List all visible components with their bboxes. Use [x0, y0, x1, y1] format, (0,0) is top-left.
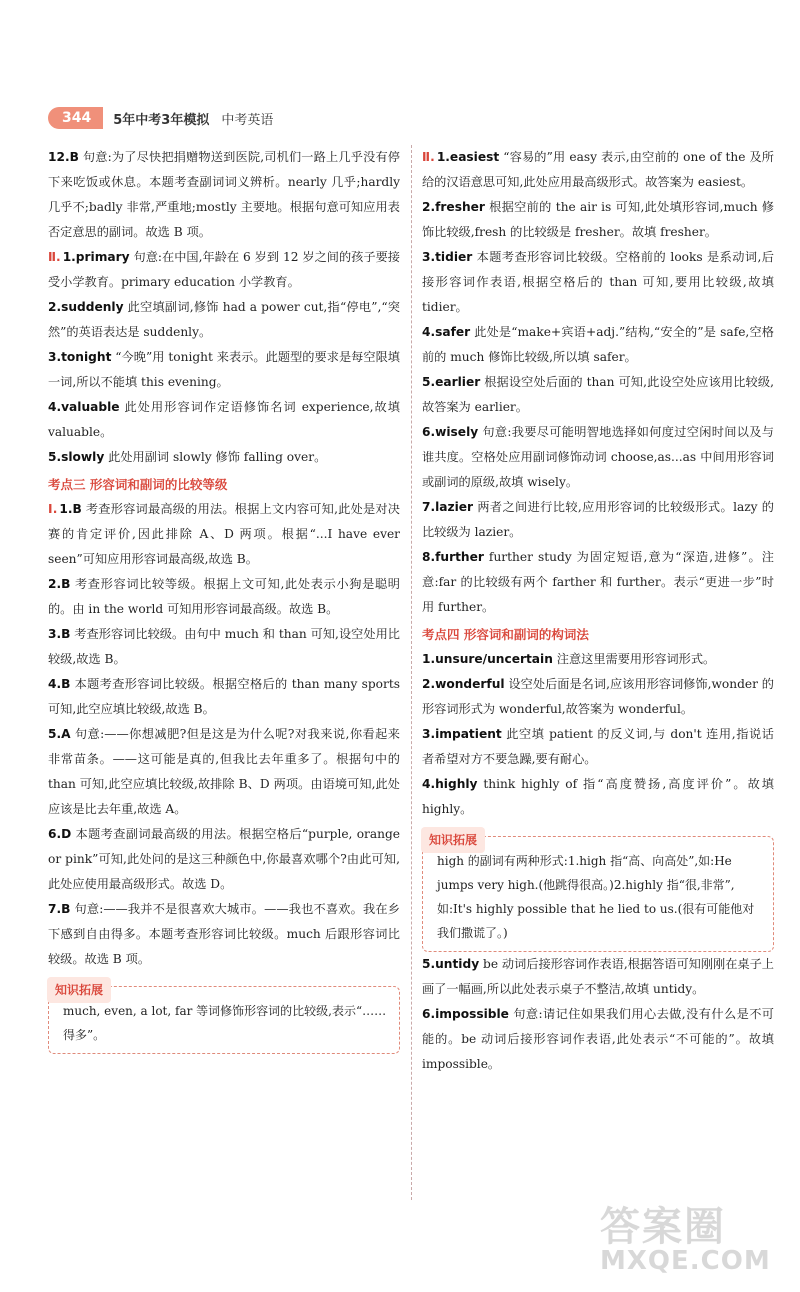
answer-text: further study 为固定短语,意为“深造,进修”。注意:far 的比较级有两个 farther 和 further。表示“更进一步”时用 further。 — [422, 550, 774, 614]
page-number: 344 — [48, 107, 103, 129]
answer-item — [422, 672, 774, 722]
section-heading: 考点四 形容词和副词的构词法 — [422, 627, 589, 642]
answer-key: 7.B — [48, 902, 71, 916]
answer-item — [48, 445, 400, 470]
answer-text: 注意这里需要用形容词形式。 — [552, 652, 716, 666]
answer-item — [48, 145, 400, 245]
answer-text: 本题考查副词最高级的用法。根据空格后“purple, orange or pink”可知,此处问的是这三种颜色中,你最喜欢哪个?由此可知,此处应使用最高级形式。故选 D。 — [48, 827, 400, 891]
answer-item — [48, 722, 400, 822]
answer-item — [422, 545, 774, 620]
watermark-logo — [600, 1195, 780, 1275]
answer-key: 5.slowly — [48, 450, 105, 464]
answer-key: 2.B — [48, 577, 71, 591]
answer-text: 此处用副词 slowly 修饰 falling over。 — [104, 450, 327, 464]
answer-key: 7.lazier — [422, 500, 474, 514]
part-marker: Ⅱ. — [422, 150, 435, 164]
right-column — [422, 145, 774, 1077]
answer-item — [48, 245, 400, 295]
knowledge-box — [422, 833, 774, 952]
answer-text: 句意:为了尽快把捐赠物送到医院,司机们一路上几乎没有停下来吃饭或休息。本题考查副词词义辨析。nearly 几乎;hardly 几乎不;badly 非常,严重地;mostly 主要地。根据句意可知应用表否定意思的副词。故选 B 项。 — [48, 150, 400, 239]
answer-text: 句意:——我并不是很喜欢大城市。——我也不喜欢。我在乡下感到自由得多。本题考查形容词比较级。much 后跟形容词比较级。故选 B 项。 — [48, 902, 400, 966]
column-divider — [411, 145, 412, 1200]
answer-item — [422, 195, 774, 245]
answer-key: 1.easiest — [436, 150, 500, 164]
answer-text: 句意:我要尽可能明智地选择如何度过空闲时间以及与谁共度。空格处应用副词修饰动词 choose,as...as 中间用形容词或副词的原级,故填 wisely。 — [422, 425, 774, 489]
answer-text: 此空填 patient 的反义词,与 don't 连用,指说话者希望对方不要急躁,要有耐心。 — [422, 727, 774, 766]
answer-item — [48, 622, 400, 672]
knowledge-box — [48, 983, 400, 1054]
answer-text: be 动词后接形容词作表语,根据答语可知刚刚在桌子上画了一幅画,所以此处表示桌子不整洁,故填 untidy。 — [422, 957, 774, 996]
answer-item — [422, 320, 774, 370]
answer-key: 1.primary — [62, 250, 130, 264]
answer-key: 4.highly — [422, 777, 478, 791]
answer-key: 6.impossible — [422, 1007, 509, 1021]
answer-item — [422, 370, 774, 420]
answer-text: 考查形容词最高级的用法。根据上文内容可知,此处是对决赛的肯定评价,因此排除 A、D 两项。根据“...I have ever seen”可知应用形容词最高级,故选 B。 — [48, 502, 400, 566]
answer-key: 8.further — [422, 550, 484, 564]
answer-key: 3.impatient — [422, 727, 502, 741]
section-heading: 考点三 形容词和副词的比较等级 — [48, 477, 228, 492]
answer-item — [422, 1002, 774, 1077]
answer-item — [422, 772, 774, 822]
answer-item — [48, 345, 400, 395]
book-subject: 中考英语 — [221, 112, 274, 128]
answer-text: 此处是“make+宾语+adj.”结构,“安全的”是 safe,空格前的 much 修饰比较级,所以填 safer。 — [422, 325, 774, 364]
answer-item — [422, 495, 774, 545]
answer-key: 3.tidier — [422, 250, 473, 264]
answer-text: 本题考查形容词比较级。根据空格后的 than many sports 可知,此空应填比较级,故选 B。 — [48, 677, 400, 716]
answer-text: 句意:——你想减肥?但是这是为什么呢?对我来说,你看起来非常苗条。——这可能是真的,但我比去年重多了。根据句中的 than 可知,此空应填比较级,故排除 B、D 两项。由语境可知,此处应该是比去年重,故选 A。 — [48, 727, 400, 816]
answer-item — [48, 395, 400, 445]
answer-key: 12.B — [48, 150, 79, 164]
part-marker: Ⅱ. — [48, 250, 61, 264]
answer-item — [48, 822, 400, 897]
knowledge-tag: 知识拓展 — [47, 977, 111, 1003]
answer-text: 此空填副词,修饰 had a power cut,指“停电”,“突然”的英语表达是 suddenly。 — [48, 300, 400, 339]
answer-item — [422, 245, 774, 320]
answer-text: 此处用形容词作定语修饰名词 experience,故填 valuable。 — [48, 400, 400, 439]
knowledge-text: high 的副词有两种形式:1.high 指“高、向高处”,如:He jumps very high.(他跳得很高。)2.highly 指“很,非常”,如:It's highly possible that he lied to us.(很有可能他对我们撒谎了。) — [437, 854, 755, 940]
answer-text: 本题考查形容词比较级。空格前的 looks 是系动词,后接形容词作表语,根据空格后的 than 可知,要用比较级,故填 tidier。 — [422, 250, 774, 314]
answer-key: 3.tonight — [48, 350, 112, 364]
answer-item — [48, 497, 400, 572]
answer-key: 4.safer — [422, 325, 471, 339]
answer-item — [422, 722, 774, 772]
answer-key: 6.D — [48, 827, 72, 841]
book-title: 5年中考3年模拟 — [113, 112, 210, 128]
answer-text: “容易的”用 easy 表示,由空前的 one of the 及所给的汉语意思可知,此处应用最高级形式。故答案为 easiest。 — [422, 150, 774, 189]
answer-item — [422, 420, 774, 495]
answer-key: 5.untidy — [422, 957, 480, 971]
answer-text: 考查形容词比较等级。根据上文可知,此处表示小狗是聪明的。由 in the world 可知用形容词最高级。故选 B。 — [48, 577, 400, 616]
answer-item — [422, 647, 774, 672]
knowledge-tag: 知识拓展 — [421, 827, 485, 853]
page-header — [48, 104, 273, 132]
answer-key: 4.valuable — [48, 400, 120, 414]
answer-text: 设空处后面是名词,应该用形容词修饰,wonder 的形容词形式为 wonderful,故答案为 wonderful。 — [422, 677, 774, 716]
answer-key: 2.fresher — [422, 200, 485, 214]
answer-text: 考查形容词比较级。由句中 much 和 than 可知,设空处用比较级,故选 B。 — [48, 627, 400, 666]
answer-key: 4.B — [48, 677, 71, 691]
answer-item — [422, 145, 774, 195]
answer-item — [422, 952, 774, 1002]
answer-text: 两者之间进行比较,应用形容词的比较级形式。lazy 的比较级为 lazier。 — [422, 500, 774, 539]
answer-item — [48, 672, 400, 722]
answer-item — [48, 572, 400, 622]
answer-text: 根据设空处后面的 than 可知,此设空处应该用比较级,故答案为 earlier。 — [422, 375, 774, 414]
answer-item — [48, 897, 400, 972]
answer-text: 句意:请记住如果我们用心去做,没有什么是不可能的。be 动词后接形容词作表语,此处表示“不可能的”。故填 impossible。 — [422, 1007, 774, 1071]
answer-key: 2.suddenly — [48, 300, 124, 314]
answer-text: 根据空前的 the air is 可知,此处填形容词,much 修饰比较级,fresh 的比较级是 fresher。故填 fresher。 — [422, 200, 774, 239]
answer-text: “今晚”用 tonight 来表示。此题型的要求是每空限填一词,所以不能填 this evening。 — [48, 350, 400, 389]
left-column — [48, 145, 400, 1054]
answer-key: 6.wisely — [422, 425, 479, 439]
answer-key: 5.A — [48, 727, 71, 741]
knowledge-text: much, even, a lot, far 等词修饰形容词的比较级,表示“……得多”。 — [63, 1004, 387, 1042]
answer-text: think highly of 指“高度赞扬,高度评价”。故填 highly。 — [422, 777, 774, 816]
answer-key: 3.B — [48, 627, 71, 641]
watermark-line2: MXQE.COM — [600, 1246, 771, 1276]
answer-text: 句意:在中国,年龄在 6 岁到 12 岁之间的孩子要接受小学教育。primary education 小学教育。 — [48, 250, 400, 289]
answer-key: 5.earlier — [422, 375, 481, 389]
part-marker: Ⅰ. — [48, 502, 58, 516]
answer-key: 1.B — [59, 502, 82, 516]
answer-key: 2.wonderful — [422, 677, 505, 691]
watermark-line1: 答案圈 — [600, 1204, 726, 1250]
answer-item — [48, 295, 400, 345]
answer-key: 1.unsure/uncertain — [422, 652, 553, 666]
